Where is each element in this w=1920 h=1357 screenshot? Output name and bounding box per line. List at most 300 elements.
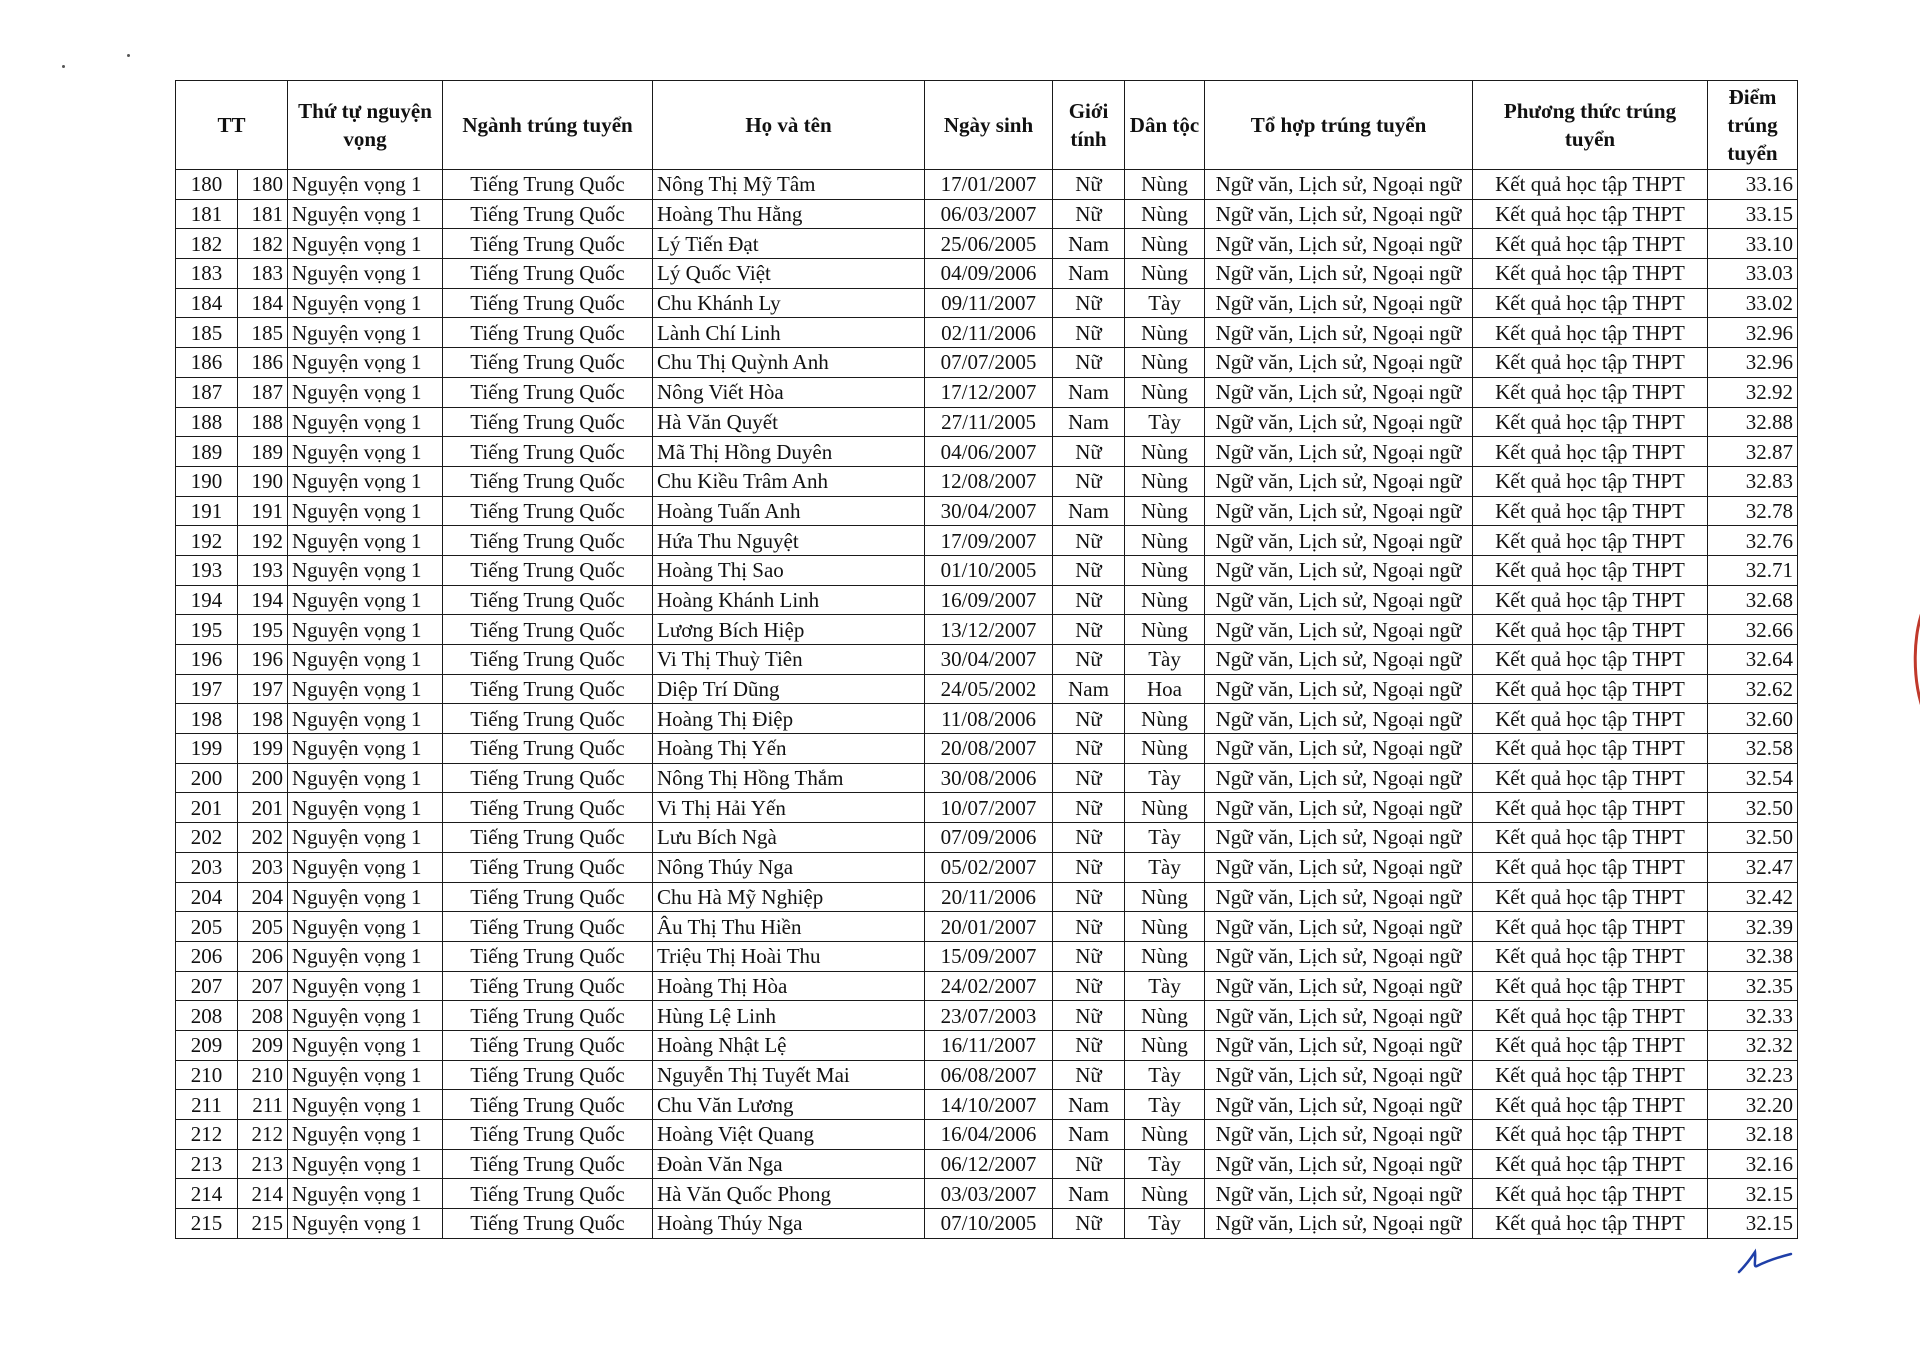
row-dan-toc-cell: Tày [1125,407,1205,437]
row-nganh-cell: Tiếng Trung Quốc [443,199,653,229]
row-dan-toc-cell: Nùng [1125,259,1205,289]
row-nguyen-vong-cell: Nguyện vọng 1 [288,199,443,229]
row-ngay-sinh-cell: 04/09/2006 [925,259,1053,289]
row-ho-ten-cell: Hoàng Thị Sao [653,555,925,585]
table-row [176,437,1798,467]
row-phuong-thuc-cell: Kết quả học tập THPT [1473,1120,1708,1150]
row-ho-ten-cell: Hoàng Thu Hằng [653,199,925,229]
row-ho-ten-cell: Nông Thúy Nga [653,852,925,882]
row-dan-toc-cell: Nùng [1125,912,1205,942]
table-row [176,1090,1798,1120]
table-row [176,823,1798,853]
row-nguyen-vong-cell: Nguyện vọng 1 [288,1001,443,1031]
row-diem-cell: 32.83 [1708,466,1798,496]
row-tt-cell: 185 [176,318,238,348]
row-gioi-tinh-cell: Nam [1053,674,1125,704]
signature-mark [1735,1240,1795,1280]
row-to-hop-cell: Ngữ văn, Lịch sử, Ngoại ngữ [1205,1030,1473,1060]
row-stt-cell: 206 [238,941,288,971]
row-dan-toc-cell: Nùng [1125,615,1205,645]
scan-speck [127,54,130,57]
row-diem-cell: 32.71 [1708,555,1798,585]
row-dan-toc-cell: Nùng [1125,734,1205,764]
row-phuong-thuc-cell: Kết quả học tập THPT [1473,199,1708,229]
row-to-hop-cell: Ngữ văn, Lịch sử, Ngoại ngữ [1205,912,1473,942]
row-stt-cell: 183 [238,259,288,289]
row-diem-cell: 32.96 [1708,318,1798,348]
row-ngay-sinh-cell: 27/11/2005 [925,407,1053,437]
row-to-hop-cell: Ngữ văn, Lịch sử, Ngoại ngữ [1205,1060,1473,1090]
row-tt-cell: 198 [176,704,238,734]
row-diem-cell: 32.68 [1708,585,1798,615]
row-ho-ten-cell: Nguyễn Thị Tuyết Mai [653,1060,925,1090]
row-ho-ten-cell: Chu Hà Mỹ Nghiệp [653,882,925,912]
row-nguyen-vong-cell: Nguyện vọng 1 [288,407,443,437]
row-stt-cell: 189 [238,437,288,467]
table-row [176,1179,1798,1209]
row-ngay-sinh-cell: 17/12/2007 [925,377,1053,407]
row-gioi-tinh-cell: Nữ [1053,912,1125,942]
table-row [176,1209,1798,1239]
row-stt-cell: 185 [238,318,288,348]
row-to-hop-cell: Ngữ văn, Lịch sử, Ngoại ngữ [1205,971,1473,1001]
row-tt-cell: 182 [176,229,238,259]
row-gioi-tinh-cell: Nữ [1053,941,1125,971]
row-phuong-thuc-cell: Kết quả học tập THPT [1473,1179,1708,1209]
row-to-hop-cell: Ngữ văn, Lịch sử, Ngoại ngữ [1205,823,1473,853]
row-ngay-sinh-cell: 25/06/2005 [925,229,1053,259]
row-dan-toc-cell: Tày [1125,823,1205,853]
row-stt-cell: 203 [238,852,288,882]
row-dan-toc-cell: Nùng [1125,1030,1205,1060]
row-to-hop-cell: Ngữ văn, Lịch sử, Ngoại ngữ [1205,704,1473,734]
row-to-hop-cell: Ngữ văn, Lịch sử, Ngoại ngữ [1205,170,1473,200]
row-ho-ten-cell: Nông Viết Hòa [653,377,925,407]
table-row [176,1120,1798,1150]
row-gioi-tinh-cell: Nam [1053,229,1125,259]
row-tt-cell: 206 [176,941,238,971]
row-nguyen-vong-cell: Nguyện vọng 1 [288,852,443,882]
row-gioi-tinh-cell: Nam [1053,377,1125,407]
row-to-hop-cell: Ngữ văn, Lịch sử, Ngoại ngữ [1205,645,1473,675]
row-nganh-cell: Tiếng Trung Quốc [443,941,653,971]
row-diem-cell: 32.78 [1708,496,1798,526]
row-stt-cell: 208 [238,1001,288,1031]
row-phuong-thuc-cell: Kết quả học tập THPT [1473,1149,1708,1179]
row-ngay-sinh-cell: 23/07/2003 [925,1001,1053,1031]
table-row [176,852,1798,882]
row-ho-ten-cell: Hoàng Thúy Nga [653,1209,925,1239]
header-tt: TT [176,81,288,170]
header-row [176,81,1798,170]
row-gioi-tinh-cell: Nữ [1053,793,1125,823]
table-row [176,734,1798,764]
row-tt-cell: 207 [176,971,238,1001]
table-row [176,318,1798,348]
row-to-hop-cell: Ngữ văn, Lịch sử, Ngoại ngữ [1205,526,1473,556]
row-ngay-sinh-cell: 15/09/2007 [925,941,1053,971]
row-nganh-cell: Tiếng Trung Quốc [443,348,653,378]
row-nguyen-vong-cell: Nguyện vọng 1 [288,288,443,318]
row-tt-cell: 204 [176,882,238,912]
row-gioi-tinh-cell: Nữ [1053,199,1125,229]
row-stt-cell: 211 [238,1090,288,1120]
row-stt-cell: 188 [238,407,288,437]
row-dan-toc-cell: Nùng [1125,555,1205,585]
row-stt-cell: 190 [238,466,288,496]
row-dan-toc-cell: Nùng [1125,793,1205,823]
row-nganh-cell: Tiếng Trung Quốc [443,704,653,734]
row-stt-cell: 196 [238,645,288,675]
row-nguyen-vong-cell: Nguyện vọng 1 [288,645,443,675]
row-gioi-tinh-cell: Nữ [1053,1149,1125,1179]
row-diem-cell: 32.38 [1708,941,1798,971]
row-gioi-tinh-cell: Nữ [1053,823,1125,853]
row-dan-toc-cell: Nùng [1125,437,1205,467]
row-tt-cell: 201 [176,793,238,823]
table-row [176,912,1798,942]
row-phuong-thuc-cell: Kết quả học tập THPT [1473,823,1708,853]
row-ngay-sinh-cell: 30/04/2007 [925,496,1053,526]
row-gioi-tinh-cell: Nam [1053,407,1125,437]
row-stt-cell: 197 [238,674,288,704]
row-phuong-thuc-cell: Kết quả học tập THPT [1473,377,1708,407]
row-dan-toc-cell: Tày [1125,852,1205,882]
row-ngay-sinh-cell: 07/10/2005 [925,1209,1053,1239]
row-ngay-sinh-cell: 04/06/2007 [925,437,1053,467]
row-tt-cell: 181 [176,199,238,229]
row-dan-toc-cell: Nùng [1125,496,1205,526]
row-phuong-thuc-cell: Kết quả học tập THPT [1473,496,1708,526]
row-ho-ten-cell: Hoàng Nhật Lệ [653,1030,925,1060]
row-nguyen-vong-cell: Nguyện vọng 1 [288,526,443,556]
table-row [176,377,1798,407]
admission-table [175,80,1798,1239]
table-row [176,555,1798,585]
row-stt-cell: 199 [238,734,288,764]
row-nganh-cell: Tiếng Trung Quốc [443,674,653,704]
row-nganh-cell: Tiếng Trung Quốc [443,823,653,853]
row-ho-ten-cell: Chu Kiều Trâm Anh [653,466,925,496]
row-phuong-thuc-cell: Kết quả học tập THPT [1473,615,1708,645]
row-nguyen-vong-cell: Nguyện vọng 1 [288,823,443,853]
row-nganh-cell: Tiếng Trung Quốc [443,585,653,615]
row-nganh-cell: Tiếng Trung Quốc [443,377,653,407]
row-diem-cell: 32.35 [1708,971,1798,1001]
row-ngay-sinh-cell: 16/09/2007 [925,585,1053,615]
row-gioi-tinh-cell: Nữ [1053,763,1125,793]
row-nganh-cell: Tiếng Trung Quốc [443,793,653,823]
row-ngay-sinh-cell: 20/01/2007 [925,912,1053,942]
header-phuong-thuc: Phương thức trúng tuyển [1473,81,1708,170]
row-tt-cell: 202 [176,823,238,853]
row-ngay-sinh-cell: 12/08/2007 [925,466,1053,496]
row-stt-cell: 209 [238,1030,288,1060]
row-dan-toc-cell: Nùng [1125,585,1205,615]
row-nguyen-vong-cell: Nguyện vọng 1 [288,259,443,289]
row-nguyen-vong-cell: Nguyện vọng 1 [288,941,443,971]
row-stt-cell: 213 [238,1149,288,1179]
row-tt-cell: 214 [176,1179,238,1209]
row-stt-cell: 191 [238,496,288,526]
row-ngay-sinh-cell: 24/05/2002 [925,674,1053,704]
row-nguyen-vong-cell: Nguyện vọng 1 [288,971,443,1001]
row-ho-ten-cell: Hứa Thu Nguyệt [653,526,925,556]
row-diem-cell: 33.15 [1708,199,1798,229]
row-phuong-thuc-cell: Kết quả học tập THPT [1473,466,1708,496]
row-diem-cell: 32.18 [1708,1120,1798,1150]
table-row [176,674,1798,704]
row-to-hop-cell: Ngữ văn, Lịch sử, Ngoại ngữ [1205,555,1473,585]
row-phuong-thuc-cell: Kết quả học tập THPT [1473,1060,1708,1090]
row-nguyen-vong-cell: Nguyện vọng 1 [288,1060,443,1090]
row-nguyen-vong-cell: Nguyện vọng 1 [288,496,443,526]
row-to-hop-cell: Ngữ văn, Lịch sử, Ngoại ngữ [1205,259,1473,289]
row-diem-cell: 32.39 [1708,912,1798,942]
row-dan-toc-cell: Nùng [1125,348,1205,378]
row-diem-cell: 32.15 [1708,1209,1798,1239]
row-phuong-thuc-cell: Kết quả học tập THPT [1473,407,1708,437]
row-to-hop-cell: Ngữ văn, Lịch sử, Ngoại ngữ [1205,852,1473,882]
row-nganh-cell: Tiếng Trung Quốc [443,407,653,437]
row-nganh-cell: Tiếng Trung Quốc [443,1179,653,1209]
row-nganh-cell: Tiếng Trung Quốc [443,1001,653,1031]
table-row [176,259,1798,289]
row-to-hop-cell: Ngữ văn, Lịch sử, Ngoại ngữ [1205,377,1473,407]
row-ngay-sinh-cell: 07/09/2006 [925,823,1053,853]
table-row [176,971,1798,1001]
row-dan-toc-cell: Tày [1125,1209,1205,1239]
row-tt-cell: 189 [176,437,238,467]
row-diem-cell: 32.16 [1708,1149,1798,1179]
row-ho-ten-cell: Hoàng Thị Điệp [653,704,925,734]
row-gioi-tinh-cell: Nữ [1053,348,1125,378]
row-to-hop-cell: Ngữ văn, Lịch sử, Ngoại ngữ [1205,1209,1473,1239]
row-diem-cell: 32.66 [1708,615,1798,645]
row-phuong-thuc-cell: Kết quả học tập THPT [1473,1209,1708,1239]
row-stt-cell: 181 [238,199,288,229]
row-gioi-tinh-cell: Nữ [1053,971,1125,1001]
row-tt-cell: 186 [176,348,238,378]
row-ho-ten-cell: Lý Tiến Đạt [653,229,925,259]
row-ngay-sinh-cell: 10/07/2007 [925,793,1053,823]
row-ngay-sinh-cell: 30/04/2007 [925,645,1053,675]
row-gioi-tinh-cell: Nữ [1053,437,1125,467]
row-tt-cell: 194 [176,585,238,615]
row-nganh-cell: Tiếng Trung Quốc [443,912,653,942]
row-ngay-sinh-cell: 06/08/2007 [925,1060,1053,1090]
row-phuong-thuc-cell: Kết quả học tập THPT [1473,526,1708,556]
row-to-hop-cell: Ngữ văn, Lịch sử, Ngoại ngữ [1205,318,1473,348]
row-nganh-cell: Tiếng Trung Quốc [443,466,653,496]
row-dan-toc-cell: Tày [1125,763,1205,793]
row-tt-cell: 184 [176,288,238,318]
table-row [176,348,1798,378]
row-nguyen-vong-cell: Nguyện vọng 1 [288,585,443,615]
row-nganh-cell: Tiếng Trung Quốc [443,526,653,556]
row-to-hop-cell: Ngữ văn, Lịch sử, Ngoại ngữ [1205,229,1473,259]
row-tt-cell: 213 [176,1149,238,1179]
row-stt-cell: 210 [238,1060,288,1090]
row-nganh-cell: Tiếng Trung Quốc [443,555,653,585]
header-diem: Điểm trúng tuyển [1708,81,1798,170]
row-nganh-cell: Tiếng Trung Quốc [443,852,653,882]
row-tt-cell: 188 [176,407,238,437]
row-stt-cell: 195 [238,615,288,645]
row-nganh-cell: Tiếng Trung Quốc [443,288,653,318]
row-tt-cell: 193 [176,555,238,585]
row-nganh-cell: Tiếng Trung Quốc [443,1030,653,1060]
row-stt-cell: 214 [238,1179,288,1209]
row-diem-cell: 32.47 [1708,852,1798,882]
row-nguyen-vong-cell: Nguyện vọng 1 [288,348,443,378]
row-dan-toc-cell: Tày [1125,288,1205,318]
row-diem-cell: 32.50 [1708,823,1798,853]
row-ho-ten-cell: Triệu Thị Hoài Thu [653,941,925,971]
row-diem-cell: 32.23 [1708,1060,1798,1090]
row-stt-cell: 201 [238,793,288,823]
row-phuong-thuc-cell: Kết quả học tập THPT [1473,348,1708,378]
row-nguyen-vong-cell: Nguyện vọng 1 [288,674,443,704]
row-stt-cell: 215 [238,1209,288,1239]
row-stt-cell: 204 [238,882,288,912]
row-ngay-sinh-cell: 13/12/2007 [925,615,1053,645]
row-ngay-sinh-cell: 06/12/2007 [925,1149,1053,1179]
row-gioi-tinh-cell: Nữ [1053,1060,1125,1090]
row-nguyen-vong-cell: Nguyện vọng 1 [288,704,443,734]
row-nganh-cell: Tiếng Trung Quốc [443,734,653,764]
row-gioi-tinh-cell: Nữ [1053,555,1125,585]
row-gioi-tinh-cell: Nam [1053,1090,1125,1120]
table-row [176,1060,1798,1090]
table-row [176,941,1798,971]
row-phuong-thuc-cell: Kết quả học tập THPT [1473,1030,1708,1060]
row-stt-cell: 186 [238,348,288,378]
row-phuong-thuc-cell: Kết quả học tập THPT [1473,734,1708,764]
row-nguyen-vong-cell: Nguyện vọng 1 [288,229,443,259]
row-ho-ten-cell: Nông Thị Hồng Thắm [653,763,925,793]
row-stt-cell: 184 [238,288,288,318]
row-phuong-thuc-cell: Kết quả học tập THPT [1473,288,1708,318]
row-phuong-thuc-cell: Kết quả học tập THPT [1473,645,1708,675]
row-dan-toc-cell: Nùng [1125,941,1205,971]
row-nganh-cell: Tiếng Trung Quốc [443,882,653,912]
row-dan-toc-cell: Tày [1125,971,1205,1001]
row-phuong-thuc-cell: Kết quả học tập THPT [1473,555,1708,585]
row-nganh-cell: Tiếng Trung Quốc [443,318,653,348]
table-row [176,1149,1798,1179]
row-stt-cell: 200 [238,763,288,793]
row-gioi-tinh-cell: Nữ [1053,1001,1125,1031]
row-diem-cell: 32.58 [1708,734,1798,764]
row-ngay-sinh-cell: 24/02/2007 [925,971,1053,1001]
row-nguyen-vong-cell: Nguyện vọng 1 [288,882,443,912]
row-ho-ten-cell: Mã Thị Hồng Duyên [653,437,925,467]
row-stt-cell: 193 [238,555,288,585]
row-tt-cell: 210 [176,1060,238,1090]
row-gioi-tinh-cell: Nữ [1053,852,1125,882]
row-tt-cell: 180 [176,170,238,200]
row-phuong-thuc-cell: Kết quả học tập THPT [1473,793,1708,823]
row-phuong-thuc-cell: Kết quả học tập THPT [1473,971,1708,1001]
row-nganh-cell: Tiếng Trung Quốc [443,615,653,645]
row-ngay-sinh-cell: 16/11/2007 [925,1030,1053,1060]
row-ngay-sinh-cell: 03/03/2007 [925,1179,1053,1209]
row-to-hop-cell: Ngữ văn, Lịch sử, Ngoại ngữ [1205,466,1473,496]
row-ho-ten-cell: Lưu Bích Ngà [653,823,925,853]
row-tt-cell: 183 [176,259,238,289]
row-phuong-thuc-cell: Kết quả học tập THPT [1473,704,1708,734]
header-to-hop: Tổ hợp trúng tuyển [1205,81,1473,170]
row-gioi-tinh-cell: Nữ [1053,466,1125,496]
row-nguyen-vong-cell: Nguyện vọng 1 [288,1149,443,1179]
table-row [176,466,1798,496]
row-ho-ten-cell: Diệp Trí Dũng [653,674,925,704]
table-row [176,704,1798,734]
row-ho-ten-cell: Lý Quốc Việt [653,259,925,289]
row-nganh-cell: Tiếng Trung Quốc [443,437,653,467]
row-ngay-sinh-cell: 11/08/2006 [925,704,1053,734]
row-ngay-sinh-cell: 17/09/2007 [925,526,1053,556]
row-dan-toc-cell: Nùng [1125,229,1205,259]
row-gioi-tinh-cell: Nam [1053,1120,1125,1150]
row-nguyen-vong-cell: Nguyện vọng 1 [288,377,443,407]
row-dan-toc-cell: Nùng [1125,882,1205,912]
row-ho-ten-cell: Chu Thị Quỳnh Anh [653,348,925,378]
row-ngay-sinh-cell: 17/01/2007 [925,170,1053,200]
row-dan-toc-cell: Nùng [1125,1120,1205,1150]
row-phuong-thuc-cell: Kết quả học tập THPT [1473,852,1708,882]
row-stt-cell: 182 [238,229,288,259]
row-gioi-tinh-cell: Nữ [1053,318,1125,348]
row-ho-ten-cell: Vi Thị Thuỳ Tiên [653,645,925,675]
row-stt-cell: 207 [238,971,288,1001]
row-dan-toc-cell: Nùng [1125,199,1205,229]
row-ho-ten-cell: Hoàng Thị Yến [653,734,925,764]
table-row [176,199,1798,229]
row-nganh-cell: Tiếng Trung Quốc [443,1209,653,1239]
row-ho-ten-cell: Âu Thị Thu Hiền [653,912,925,942]
row-gioi-tinh-cell: Nữ [1053,734,1125,764]
row-diem-cell: 32.32 [1708,1030,1798,1060]
row-nguyen-vong-cell: Nguyện vọng 1 [288,1209,443,1239]
row-diem-cell: 32.54 [1708,763,1798,793]
row-nganh-cell: Tiếng Trung Quốc [443,496,653,526]
row-dan-toc-cell: Nùng [1125,1001,1205,1031]
row-nganh-cell: Tiếng Trung Quốc [443,1149,653,1179]
header-ho-va-ten: Họ và tên [653,81,925,170]
table-row [176,1030,1798,1060]
row-tt-cell: 208 [176,1001,238,1031]
row-dan-toc-cell: Nùng [1125,377,1205,407]
table-row [176,1001,1798,1031]
row-nganh-cell: Tiếng Trung Quốc [443,170,653,200]
row-ngay-sinh-cell: 01/10/2005 [925,555,1053,585]
row-gioi-tinh-cell: Nữ [1053,585,1125,615]
row-phuong-thuc-cell: Kết quả học tập THPT [1473,318,1708,348]
row-ho-ten-cell: Vi Thị Hải Yến [653,793,925,823]
table-row [176,496,1798,526]
row-gioi-tinh-cell: Nữ [1053,615,1125,645]
row-to-hop-cell: Ngữ văn, Lịch sử, Ngoại ngữ [1205,1090,1473,1120]
row-dan-toc-cell: Nùng [1125,170,1205,200]
row-phuong-thuc-cell: Kết quả học tập THPT [1473,941,1708,971]
row-dan-toc-cell: Tày [1125,645,1205,675]
row-nguyen-vong-cell: Nguyện vọng 1 [288,170,443,200]
row-gioi-tinh-cell: Nữ [1053,882,1125,912]
row-dan-toc-cell: Nùng [1125,1179,1205,1209]
row-to-hop-cell: Ngữ văn, Lịch sử, Ngoại ngữ [1205,199,1473,229]
